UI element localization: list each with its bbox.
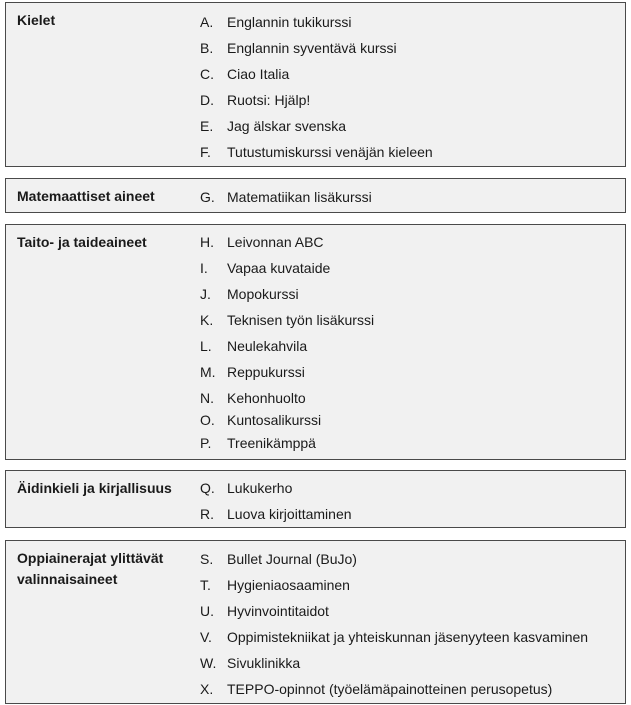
course-name: Kuntosalikurssi: [227, 412, 322, 428]
course-name: TEPPO-opinnot (työelämäpainotteinen perusopetus): [227, 681, 553, 697]
course-letter: H.: [200, 234, 214, 250]
group-taito-ja-taideaineet: [5, 224, 626, 460]
course-letter: I.: [200, 260, 208, 276]
group-title: Oppiainerajat ylittävät valinnaisaineet: [17, 550, 164, 587]
course-name: Ciao Italia: [227, 66, 290, 82]
course-name: Matematiikan lisäkurssi: [227, 189, 372, 205]
course-name: Vapaa kuvataide: [227, 260, 331, 276]
group-oppiainerajat-ylittavat: [5, 540, 626, 704]
course-name: Leivonnan ABC: [227, 234, 324, 250]
course-letter: O.: [200, 412, 215, 428]
course-letter: F.: [200, 144, 211, 160]
course-letter: T.: [200, 577, 211, 593]
course-letter: R.: [200, 506, 214, 522]
course-name: Bullet Journal (BuJo): [227, 551, 357, 567]
course-name: Englannin tukikurssi: [227, 14, 352, 30]
course-name: Kehonhuolto: [227, 390, 306, 406]
course-letter: J.: [200, 286, 211, 302]
course-letter: E.: [200, 118, 214, 134]
course-letter: C.: [200, 66, 214, 82]
course-letter: N.: [200, 390, 214, 406]
course-name: Neulekahvila: [227, 338, 308, 354]
course-name: Treenikämppä: [227, 435, 316, 451]
group-title: Matemaattiset aineet: [17, 188, 155, 204]
group-aidinkieli-ja-kirjallisuus: [5, 470, 626, 528]
course-name: Hyvinvointitaidot: [227, 603, 329, 619]
course-letter: V.: [200, 629, 212, 645]
course-letter: Q.: [200, 480, 215, 496]
course-letter: L.: [200, 338, 212, 354]
course-name: Mopokurssi: [227, 286, 299, 302]
course-name: Jag älskar svenska: [227, 118, 347, 134]
group-title: Kielet: [17, 12, 56, 28]
course-name: Luova kirjoittaminen: [227, 506, 352, 522]
course-name: Englannin syventävä kurssi: [227, 40, 397, 56]
course-letter: G.: [200, 189, 215, 205]
course-letter: B.: [200, 40, 214, 56]
course-letter: M.: [200, 364, 216, 380]
course-letter: X.: [200, 681, 214, 697]
group-kielet: [5, 2, 626, 167]
course-name: Reppukurssi: [227, 364, 305, 380]
course-name: Oppimistekniikat ja yhteiskunnan jäsenyyteen kasvaminen: [227, 629, 589, 645]
course-letter: K.: [200, 312, 214, 328]
course-name: Teknisen työn lisäkurssi: [227, 312, 375, 328]
group-title: Äidinkieli ja kirjallisuus: [17, 480, 172, 496]
course-name: Ruotsi: Hjälp!: [227, 92, 311, 108]
course-letter: W.: [200, 655, 217, 671]
group-matemaattiset-aineet: [5, 178, 626, 213]
course-name: Sivuklinikka: [227, 655, 301, 671]
course-letter: P.: [200, 435, 212, 451]
course-letter: S.: [200, 551, 214, 567]
course-name: Hygieniaosaaminen: [227, 577, 350, 593]
course-letter: D.: [200, 92, 214, 108]
course-letter: A.: [200, 14, 214, 30]
group-title: Taito- ja taideaineet: [17, 234, 147, 250]
course-name: Lukukerho: [227, 480, 293, 496]
course-letter: U.: [200, 603, 214, 619]
course-name: Tutustumiskurssi venäjän kieleen: [227, 144, 433, 160]
